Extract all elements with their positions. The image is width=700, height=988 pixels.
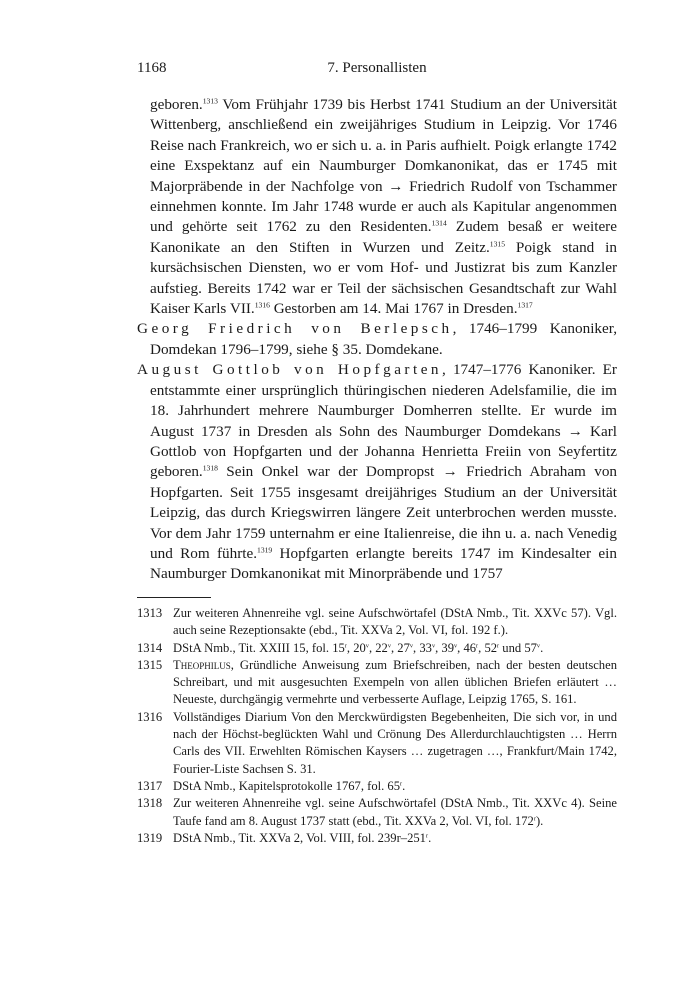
- footnote-number: 1316: [137, 709, 163, 724]
- footnote-1315: [137, 657, 617, 709]
- text-run: Sein Onkel war der Dompropst: [217, 463, 443, 481]
- cross-reference-arrow: →: [388, 177, 404, 195]
- footnote-text: , Gründliche Anweisung zum Briefschreiben, nach der besten deutschen Schreibart, und mit ausgesuchten Exempeln von allen üblichen Briefen erläutert … Neueste, durchgängig vermehrte und verbesserte Auflage, Leipzig 1765, S. 161.: [173, 657, 617, 707]
- folio-side: v: [409, 641, 414, 649]
- footnote-text: .: [402, 778, 406, 793]
- footnote-text: Vollständiges Diarium Von den Merckwürdigsten Begebenheiten, Die sich vor, in und nach der Höchst-beglückten Wahl und Crönung Des Allerdurchlauchtigsten … Herrn Carls des VII. Erwehlten Römischen Kaysers … zugetragen …, Frankfurt/Main 1742, Fourier-Liste Sachsen S. 31.: [173, 709, 617, 776]
- folio-side: v: [387, 641, 391, 649]
- footnote-text: , 22: [368, 640, 388, 655]
- text-run: Poigk stand in kursächsischen Diensten, wo er vom Hof- und Justizrat bis zum Kanzler aufstieg. Bereits 1742 war er Teil der sächsischen Gesandtschaft zur Wahl Kaiser Karls VII.: [150, 238, 617, 318]
- author-name: Theophilus: [173, 657, 231, 672]
- footnote-text: , 52: [478, 640, 498, 655]
- footnote-1319: [137, 830, 617, 847]
- footnote-1313: [137, 605, 617, 640]
- text-run: , 1746–1799 Kanoniker, Domdekan 1796–1799, siehe § 35. Domdekane.: [150, 320, 617, 358]
- text-run: Karl Gottlob von Hopfgarten und der Johanna Henrietta Freiin von Seyfertitz geboren.: [150, 422, 617, 481]
- footnote-text: .: [428, 830, 432, 845]
- main-text: [137, 95, 617, 585]
- person-name: Georg Friedrich von Berlepsch: [137, 320, 453, 338]
- footnote-text: DStA Nmb., Kapitelsprotokolle 1767, fol. 65: [173, 778, 401, 793]
- footnote-text: DStA Nmb., Tit. XXIII 15, fol. 15: [173, 640, 345, 655]
- footnote-number: 1319: [137, 830, 163, 845]
- folio-side: r: [476, 641, 479, 649]
- footnote-1316: [137, 709, 617, 778]
- footnote-text: ).: [535, 813, 544, 828]
- footnote-number: 1313: [137, 606, 163, 620]
- folio-side: v: [453, 641, 458, 649]
- footnote-number: 1318: [137, 796, 163, 811]
- page-header: [137, 60, 617, 80]
- footnote-text: DStA Nmb., Tit. XXVa 2, Vol. VIII, fol. 239r–251: [173, 830, 426, 845]
- footnote-text: Zur weiteren Ahnenreihe vgl. seine Aufschwörtafel (DStA Nmb., Tit. XXVc 4). Seine Taufe fand am 8. August 1737 statt (ebd., Tit. XXVa 2, Vol. VI, fol. 172: [173, 796, 617, 828]
- footnote-ref[interactable]: 1314: [431, 218, 447, 228]
- footnote-1317: [137, 778, 617, 795]
- folio-side: r: [400, 780, 403, 788]
- text-run: Zudem besaß er weitere Kanonikate an den Stiften in Wurzen und Zeitz.: [150, 218, 617, 256]
- footnote-ref[interactable]: 1318: [202, 463, 218, 473]
- cross-reference-arrow: →: [442, 463, 458, 481]
- folio-side: r: [344, 641, 347, 649]
- folio-side: v: [431, 641, 436, 649]
- footnote-text: und 57: [499, 640, 537, 655]
- cross-reference-arrow: →: [567, 422, 583, 440]
- footnote-text: , 20: [346, 640, 366, 655]
- text-run: , 1747–1776 Kanoniker. Er entstammte einer ursprünglich thüringischen niederen Adelsfamilie, die im 18. Jahrhundert mehrere Naumburger Domherren stellte. Er wurde im August 1737 in Dresden als Sohn des Naumburger Domdekans: [150, 361, 617, 440]
- text-run: Gestorben am 14. Mai 1767 in Dresden.: [269, 300, 518, 318]
- footnote-text: , 46: [457, 640, 477, 655]
- text-run: Hopfgarten erlangte bereits 1747 im Kindesalter ein Naumburger Domkanonikat mit Minorpräbende und 1757: [150, 544, 617, 583]
- footnote-number: 1314: [137, 640, 163, 655]
- folio-side: r: [425, 832, 429, 840]
- footnote-text: , 27: [391, 640, 410, 655]
- running-head: 7. Personallisten: [327, 60, 427, 76]
- footnote-number: 1315: [137, 657, 163, 672]
- entry-hopfgarten: [137, 360, 617, 584]
- footnote-text: Zur weiteren Ahnenreihe vgl. seine Aufschwörtafel (DStA Nmb., Tit. XXVc 57). Vgl. auch seine Rezeptionsakte (ebd., Tit. XXVa 2, Vol. VI, fol. 192 f.).: [173, 606, 617, 638]
- footnote-1318: [137, 795, 617, 830]
- footnote-ref[interactable]: 1319: [257, 545, 273, 555]
- entry-berlepsch: [137, 319, 617, 360]
- paragraph-poigk-continuation: [137, 95, 617, 319]
- footnote-text: , 33: [413, 640, 432, 655]
- footnote-ref[interactable]: 1315: [489, 239, 505, 249]
- folio-side: v: [365, 641, 369, 649]
- folio-side: r: [533, 814, 536, 822]
- folio-side: r: [497, 641, 500, 649]
- footnote-1314: [137, 640, 617, 657]
- footnote-text: , 39: [435, 640, 454, 655]
- folio-side: v: [536, 641, 541, 649]
- text-run: Friedrich Abraham von Hopfgarten. Seit 1755 insgesamt dreijähriges Studium an der Universität Leipzig, das durch Kriegswirren längere Zeit unterbrochen werden musste. Vor dem Jahr 1759 unternahm er eine Italienreise, die ihn u. a. nach Venedig und Rom führte.: [150, 463, 618, 562]
- footnote-ref[interactable]: 1317: [517, 300, 533, 310]
- text-run: Vom Frühjahr 1739 bis Herbst 1741 Studium an der Universität Wittenberg, anschließend ein zweijähriges Studium in Leipzig. Vor 1746 Reise nach Frankreich, wo er sich u. a. in Paris aufhielt. Poigk erlangte 1742 eine Exspektanz auf ein Naumburger Domkanonikat, das er 1745 mit Majorpräbende in der Nachfolge von: [150, 96, 617, 195]
- page-number: 1168: [137, 60, 167, 76]
- footnote-ref[interactable]: 1313: [202, 96, 218, 106]
- footnote-ref[interactable]: 1316: [254, 300, 270, 310]
- footnote-separator: [137, 597, 211, 598]
- text-run: geboren.: [150, 96, 203, 113]
- footnote-number: 1317: [137, 778, 163, 793]
- text-run: Friedrich Rudolf von Tschammer einnehmen konnte. Im Jahr 1748 wurde er auch als Kapitular angenommen und gehörte seit 1762 zu den Residenten.: [150, 177, 617, 236]
- footnotes: [137, 605, 617, 847]
- footnote-text: .: [540, 640, 544, 655]
- person-name: August Gottlob von Hopfgarten: [137, 361, 443, 379]
